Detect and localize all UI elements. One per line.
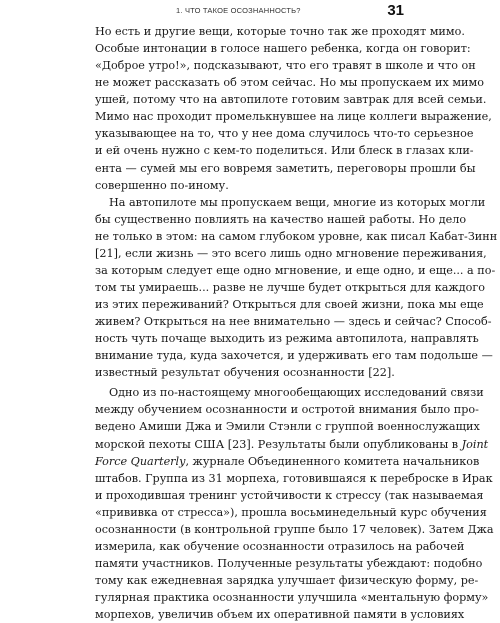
- text-line: тому как ежедневная зарядка улучшает физическую форму, ре-: [95, 574, 479, 587]
- text-line: известный результат обучения осознанности [22].: [95, 366, 395, 380]
- text-line: [95, 453, 480, 470]
- text-line: гулярная практика осознанности улучшила «ментальную форму»: [95, 591, 489, 605]
- text-line: ушей, потому что на автопилоте готовим завтрак для всей семьи.: [95, 93, 487, 107]
- text-line: ента — сумей мы его вовремя заметить, переговоры прошли бы: [95, 161, 476, 175]
- text-line: памяти участников. Полученные результаты убеждают: подобно: [95, 556, 483, 570]
- text-line: измерила, как обучение осознанности отразилось на рабочей: [95, 539, 465, 553]
- page-number: 31: [387, 2, 404, 19]
- text-line-segment: морской пехоты США [23]. Результаты были опубликованы в: [95, 437, 462, 451]
- text-line: штабов. Группа из 31 морпеха, готовившаяся к переброске в Ирак: [95, 471, 493, 485]
- text-line: не может рассказать об этом сейчас. Но мы пропускаем их мимо: [95, 76, 484, 90]
- text-line: ведено Амиши Джа и Эмили Стэнли с группой военнослужащих: [95, 420, 480, 434]
- running-header: [0, 4, 500, 20]
- text-line: живем? Открыться на нее внимательно — здесь и сейчас? Способ-: [95, 315, 492, 329]
- text-line: внимание туда, куда захочется, и удерживать его там подольше —: [95, 349, 493, 363]
- paragraph: [95, 384, 494, 623]
- text-line: совершенно по-иному.: [95, 178, 229, 192]
- chapter-running-title: 1. ЧТО ТАКОЕ ОСОЗНАННОСТЬ?: [176, 6, 301, 15]
- text-line: [21], если жизнь — это всего лишь одно мгновение переживания,: [95, 246, 487, 260]
- paragraph: [95, 23, 492, 194]
- paragraph: [95, 194, 498, 382]
- text-line: бы существенно повлиять на качество нашей работы. Но дело: [95, 212, 467, 226]
- text-line: осознанности (в контрольной группе было 17 человек). Затем Джа: [95, 522, 494, 536]
- text-line: не только в этом: на самом глубоком уровне, как писал Кабат-Зинн: [95, 229, 498, 243]
- text-line: Но есть и другие вещи, которые точно так же проходят мимо.: [95, 25, 465, 38]
- text-line: и ей очень нужно с кем-то поделиться. Или блеск в глазах кли-: [95, 144, 474, 158]
- journal-title-italic: Joint: [461, 437, 489, 451]
- text-line: Одно из по-настоящему многообещающих исследований связи: [109, 386, 484, 400]
- text-line: Особые интонации в голосе нашего ребенка, когда он говорит:: [95, 42, 471, 56]
- text-line-segment: , журнале Объединенного комитета начальников: [185, 454, 480, 468]
- text-line: морпехов, увеличив объем их оперативной памяти в условиях: [95, 608, 465, 622]
- text-line: На автопилоте мы пропускаем вещи, многие из которых могли: [109, 195, 486, 209]
- body-text: [95, 23, 498, 623]
- text-line: за которым следует еще одно мгновение, и еще одно, и еще... а по-: [95, 263, 496, 277]
- text-line: «Доброе утро!», подсказывают, что его травят в школе и что он: [95, 59, 476, 73]
- journal-title-italic: Force Quarterly: [95, 454, 186, 468]
- text-line: из этих переживаний? Открыться для своей жизни, пока мы еще: [95, 298, 484, 311]
- text-line: Мимо нас проходит промелькнувшее на лице коллеги выражение,: [95, 110, 492, 124]
- text-line: том ты умираешь... разве не лучше будет открыться для каждого: [95, 280, 485, 294]
- text-line: и проходившая тренинг устойчивости к стрессу (так называемая: [95, 488, 484, 502]
- text-line: [95, 436, 489, 453]
- text-line: ность чуть почаще выходить из режима автопилота, направлять: [95, 332, 479, 346]
- text-line: указывающее на то, что у нее дома случилось что-то серьезное: [95, 127, 474, 141]
- text-line: между обучением осознанности и остротой внимания было про-: [95, 403, 479, 417]
- text-line: «прививка от стресса»), прошла восьминедельный курс обучения: [95, 505, 487, 519]
